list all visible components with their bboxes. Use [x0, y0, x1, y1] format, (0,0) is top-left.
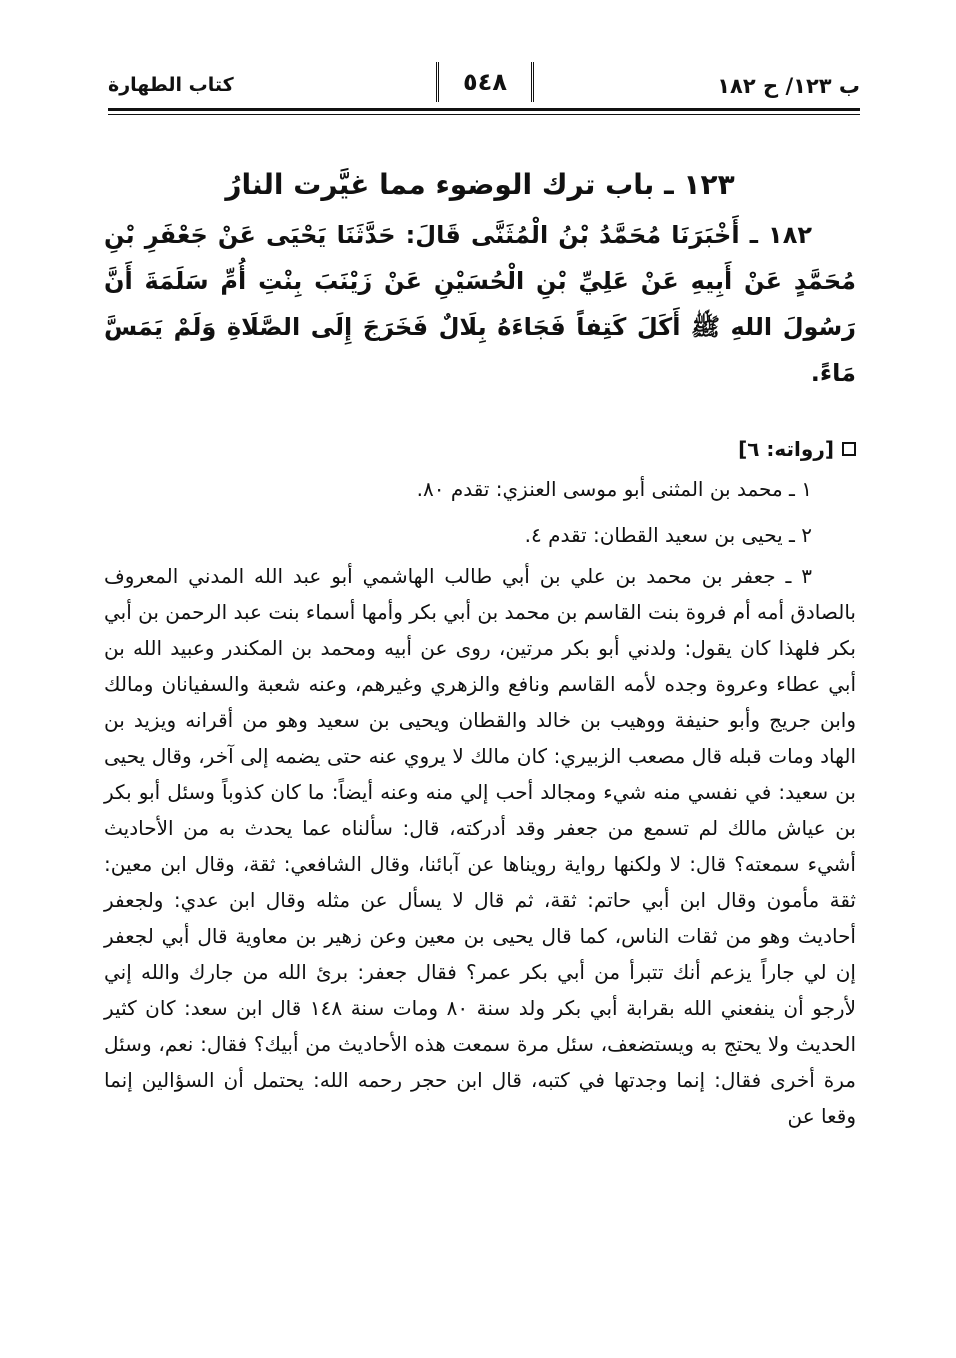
running-header: [108, 62, 860, 108]
page-content: [104, 160, 856, 1134]
hadith-text: ١٨٢ ـ أَخْبَرَنَا مُحَمَّدُ بْنُ الْمُثَنَّى قَالَ: حَدَّثَنَا يَحْيَى عَنْ جَعْفَرِ بْنِ مُحَمَّدٍ عَنْ أَبِيهِ عَنْ عَلِيِّ بْنِ الْحُسَيْنِ عَنْ زَيْنَبَ بِنْتِ أُمِّ سَلَمَةَ أَنَّ رَسُولَ اللهِ ﷺ أَكَلَ كَتِفاً فَجَاءَهُ بِلَالٌ فَخَرَجَ إِلَى الصَّلَاةِ وَلَمْ يَمَسَّ مَاءً.: [104, 221, 856, 387]
chapter-title: ١٢٣ ـ باب ترك الوضوء مما غيَّرت النارُ: [225, 168, 735, 201]
narrator-item: ٢ ـ يحيى بن سعيد القطان: تقدم ٤.: [524, 523, 812, 547]
header-rule: [108, 108, 860, 111]
square-bullet-icon: [842, 442, 856, 456]
narrators-heading: [104, 432, 856, 466]
header-rule-thin: [108, 114, 860, 115]
header-book-title: كتاب الطهارة: [108, 74, 234, 96]
narrator-biography: ٣ ـ جعفر بن محمد بن علي بن أبي طالب الهاشمي أبو عبد الله المدني المعروف بالصادق أمه أم فروة بنت القاسم بن محمد بن أبي بكر وأمها أسماء بنت عبد الرحمن بن أبي بكر فلهذا كان يقول: ولدني أبو بكر مرتين، روى عن أبيه ومحمد بن المكندر وعبيد الله بن أبي عطاء وعروة وجده لأمه القاسم ونافع والزهري وغيرهم، وعنه شعبة والسفيانان ومالك وابن جريج وأبو حنيفة ووهيب بن خالد والقطان ويحيى بن سعيد وهو من أقرانه ويزيد بن الهاد ومات قبله قال مصعب الزبيري: كان مالك لا يروي عنه حتى يضمه إلى آخر، وقال يحيى بن سعيد: في نفسي منه شيء ومجالد أحب إلي منه وعنه أيضاً: ما كان كذوباً وسئل أبو بكر بن عياش مالك لم تسمع من جعفر وقد أدركته، قال: سألناه عما يحدث به من الأحاديث أشيء سمعته؟ قال: لا ولكنها رواية رويناها عن آبائنا، وقال الشافعي: ثقة، وقال ابن معين: ثقة مأمون وقال ابن أبي حاتم: ثقة، ثم قال لا يسأل عن مثله وقال ابن عدي: ولجعفر أحاديث وهو من ثقات الناس، كما قال يحيى بن معين وعن زهير بن معاوية قال أبي لجعفر إن لي جاراً يزعم أنك تتبرأ من أبي بكر عمر؟ فقال جعفر: برئ الله من جارك والله إني لأرجو أن ينفعني الله بقرابة أبي بكر ولد سنة ٨٠ ومات سنة ١٤٨ قال ابن سعد: كان كثير الحديث ولا يحتج به ويستضعف، سئل مرة سمعت هذه الأحاديث من أبيك؟ فقال: نعم، وسئل مرة أخرى فقال: إنما وجدتها في كتبه، قال ابن حجر رحمه الله: يحتمل أن السؤالين إنما وقعا عن: [104, 564, 856, 1128]
narrators-heading-label: [رواته: ٦]: [738, 437, 834, 461]
narrator-item: ١ ـ محمد بن المثنى أبو موسى العنزي: تقدم ٨٠.: [416, 477, 812, 501]
page-number: ٥٤٨: [436, 62, 534, 102]
header-reference: ب ١٢٣/ ح ١٨٢: [717, 74, 860, 98]
